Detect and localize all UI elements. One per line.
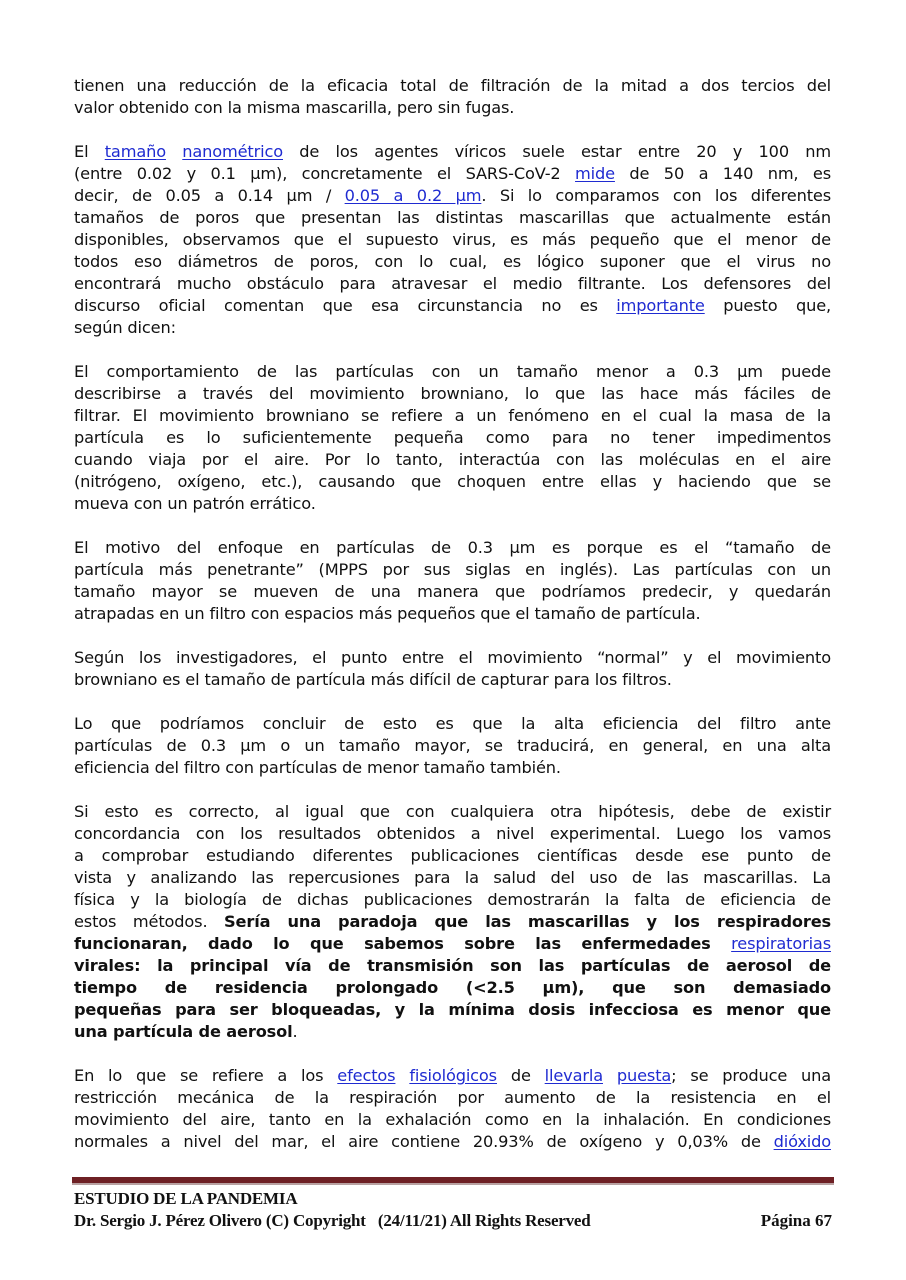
- hyperlink[interactable]: dióxido: [773, 1132, 831, 1151]
- text-run: tamaño mayor se mueven de una manera que podríamos predecir, y quedarán: [74, 582, 831, 601]
- page-number: Página 67: [760, 1211, 832, 1230]
- text-run: vista y analizando las repercusiones para la salud del uso de las mascarillas. La: [74, 868, 831, 887]
- text-line: [74, 911, 831, 933]
- hyperlink[interactable]: fisiológicos: [409, 1066, 497, 1085]
- text-line: [74, 647, 831, 669]
- text-run: El: [74, 142, 105, 161]
- text-line: [74, 317, 831, 339]
- footer-title: ESTUDIO DE LA PANDEMIA: [74, 1189, 298, 1208]
- hyperlink[interactable]: puesta: [616, 1066, 672, 1085]
- text-run: de los agentes víricos suele estar entre 20 y 100 nm: [283, 142, 832, 161]
- text-run: partícula es lo suficientemente pequeña como para no tener impedimentos: [74, 428, 831, 447]
- text-line: [74, 295, 831, 317]
- paragraph: [74, 537, 831, 625]
- text-run: partícula más penetrante” (MPPS por sus siglas en inglés). Las partículas con un: [74, 560, 831, 579]
- text-run: tienen una reducción de la eficacia total de filtración de la mitad a dos tercios del: [74, 76, 831, 95]
- text-run: restricción mecánica de la respiración por aumento de la resistencia en el: [74, 1088, 831, 1107]
- text-line: [74, 889, 831, 911]
- text-run: browniano es el tamaño de partícula más difícil de capturar para los filtros.: [74, 670, 672, 689]
- text-line: [74, 163, 831, 185]
- text-line: [74, 97, 831, 119]
- text-run: valor obtenido con la misma mascarilla, pero sin fugas.: [74, 98, 515, 117]
- text-run: Según los investigadores, el punto entre el movimiento “normal” y el movimiento: [74, 648, 831, 667]
- text-run: según dicen:: [74, 318, 176, 337]
- text-run: todos eso diámetros de poros, con lo cual, es lógico suponer que el virus no: [74, 252, 831, 271]
- text-line: [74, 559, 831, 581]
- text-run: cuando viaja por el aire. Por lo tanto, interactúa con las moléculas en el aire: [74, 450, 831, 469]
- text-line: [74, 1065, 831, 1087]
- bold-text: una partícula de aerosol: [74, 1022, 293, 1041]
- text-line: [74, 1131, 831, 1153]
- text-run: Lo que podríamos concluir de esto es que la alta eficiencia del filtro ante: [74, 714, 831, 733]
- text-run: movimiento del aire, tanto en la exhalación como en la inhalación. En condiciones: [74, 1110, 831, 1129]
- text-line: [74, 207, 831, 229]
- text-line: [74, 251, 831, 273]
- hyperlink[interactable]: tamaño: [104, 142, 166, 161]
- text-run: atrapadas en un filtro con espacios más pequeños que el tamaño de partícula.: [74, 604, 701, 623]
- bold-text: tiempo de residencia prolongado (<2.5 µm), que son demasiado: [74, 978, 831, 997]
- text-line: [74, 713, 831, 735]
- bold-text: virales: la principal vía de transmisión son las partículas de aerosol de: [74, 956, 831, 975]
- text-line: [74, 383, 831, 405]
- text-line: [74, 1109, 831, 1131]
- text-line: [74, 999, 831, 1021]
- text-run: estos métodos.: [74, 912, 225, 931]
- text-line: [74, 273, 831, 295]
- text-run: . Si lo comparamos con los diferentes: [481, 186, 831, 205]
- paragraph: [74, 141, 831, 339]
- hyperlink[interactable]: llevarla: [544, 1066, 603, 1085]
- text-run: El motivo del enfoque en partículas de 0.3 µm es porque es el “tamaño de: [74, 538, 831, 557]
- text-run: decir, de 0.05 a 0.14 µm /: [74, 186, 345, 205]
- text-run: En lo que se refiere a los: [74, 1066, 338, 1085]
- text-line: [74, 1087, 831, 1109]
- text-line: [74, 823, 831, 845]
- text-run: .: [292, 1022, 298, 1041]
- hyperlink[interactable]: importante: [616, 296, 705, 315]
- text-run: disponibles, observamos que el supuesto virus, es más pequeño que el menor de: [74, 230, 831, 249]
- text-run: [395, 1066, 409, 1085]
- paragraph: [74, 801, 831, 1043]
- text-line: [74, 977, 831, 999]
- text-line: [74, 229, 831, 251]
- bold-text: Sería una paradoja que las mascarillas y los respiradores: [224, 912, 832, 931]
- body-text: [74, 75, 831, 1175]
- text-line: [74, 933, 831, 955]
- paragraph: [74, 647, 831, 691]
- footer-copyright: Dr. Sergio J. Pérez Olivero (C) Copyright (24/11/21) All Rights Reserved: [74, 1211, 591, 1230]
- paragraph: [74, 75, 831, 119]
- paragraph: [74, 361, 831, 515]
- text-line: [74, 845, 831, 867]
- text-line: [74, 471, 831, 493]
- text-line: [74, 405, 831, 427]
- paragraph: [74, 713, 831, 779]
- text-line: [74, 669, 831, 691]
- text-run: concordancia con los resultados obtenidos a nivel experimental. Luego los vamos: [74, 824, 831, 843]
- text-run: de 50 a 140 nm, es: [614, 164, 831, 183]
- text-line: [74, 427, 831, 449]
- text-line: [74, 449, 831, 471]
- text-run: discurso oficial comentan que esa circunstancia no es: [74, 296, 617, 315]
- text-line: [74, 757, 831, 779]
- hyperlink[interactable]: 0.05 a 0.2 µm: [344, 186, 482, 205]
- bold-text: pequeñas para ser bloqueadas, y la mínima dosis infecciosa es menor que: [74, 1000, 831, 1019]
- text-run: partículas de 0.3 µm o un tamaño mayor, se traducirá, en general, en una alta: [74, 736, 831, 755]
- text-line: [74, 493, 831, 515]
- text-run: filtrar. El movimiento browniano se refiere a un fenómeno en el cual la masa de la: [74, 406, 831, 425]
- page-footer: [74, 1188, 832, 1232]
- text-run: [603, 1066, 617, 1085]
- hyperlink[interactable]: efectos: [337, 1066, 396, 1085]
- text-run: [166, 142, 182, 161]
- text-line: [74, 361, 831, 383]
- hyperlink[interactable]: nanométrico: [182, 142, 283, 161]
- bold-text: funcionaran, dado lo que sabemos sobre las enfermedades: [74, 934, 732, 953]
- text-run: puesto que,: [704, 296, 831, 315]
- text-line: [74, 75, 831, 97]
- text-line: [74, 735, 831, 757]
- text-line: [74, 537, 831, 559]
- footer-divider: [72, 1177, 834, 1185]
- text-run: El comportamiento de las partículas con un tamaño menor a 0.3 µm puede: [74, 362, 831, 381]
- text-run: mueva con un patrón errático.: [74, 494, 316, 513]
- text-line: [74, 141, 831, 163]
- text-run: Si esto es correcto, al igual que con cualquiera otra hipótesis, debe de existir: [74, 802, 831, 821]
- paragraph: [74, 1065, 831, 1153]
- text-run: normales a nivel del mar, el aire contiene 20.93% de oxígeno y 0,03% de: [74, 1132, 774, 1151]
- text-run: física y la biología de dichas publicaciones demostrarán la falta de eficiencia de: [74, 890, 831, 909]
- text-run: de: [496, 1066, 545, 1085]
- hyperlink[interactable]: respiratorias: [731, 934, 831, 953]
- text-line: [74, 867, 831, 889]
- text-line: [74, 1021, 831, 1043]
- text-line: [74, 185, 831, 207]
- text-run: describirse a través del movimiento browniano, lo que las hace más fáciles de: [74, 384, 831, 403]
- text-run: tamaños de poros que presentan las distintas mascarillas que actualmente están: [74, 208, 831, 227]
- text-line: [74, 603, 831, 625]
- text-run: encontrará mucho obstáculo para atravesar el medio filtrante. Los defensores del: [74, 274, 831, 293]
- hyperlink[interactable]: mide: [575, 164, 615, 183]
- text-line: [74, 801, 831, 823]
- text-run: a comprobar estudiando diferentes publicaciones científicas desde ese punto de: [74, 846, 831, 865]
- text-run: ; se produce una: [671, 1066, 831, 1085]
- text-line: [74, 955, 831, 977]
- text-line: [74, 581, 831, 603]
- text-run: (entre 0.02 y 0.1 µm), concretamente el SARS-CoV-2: [74, 164, 576, 183]
- text-run: eficiencia del filtro con partículas de menor tamaño también.: [74, 758, 561, 777]
- text-run: (nitrógeno, oxígeno, etc.), causando que choquen entre ellas y haciendo que se: [74, 472, 831, 491]
